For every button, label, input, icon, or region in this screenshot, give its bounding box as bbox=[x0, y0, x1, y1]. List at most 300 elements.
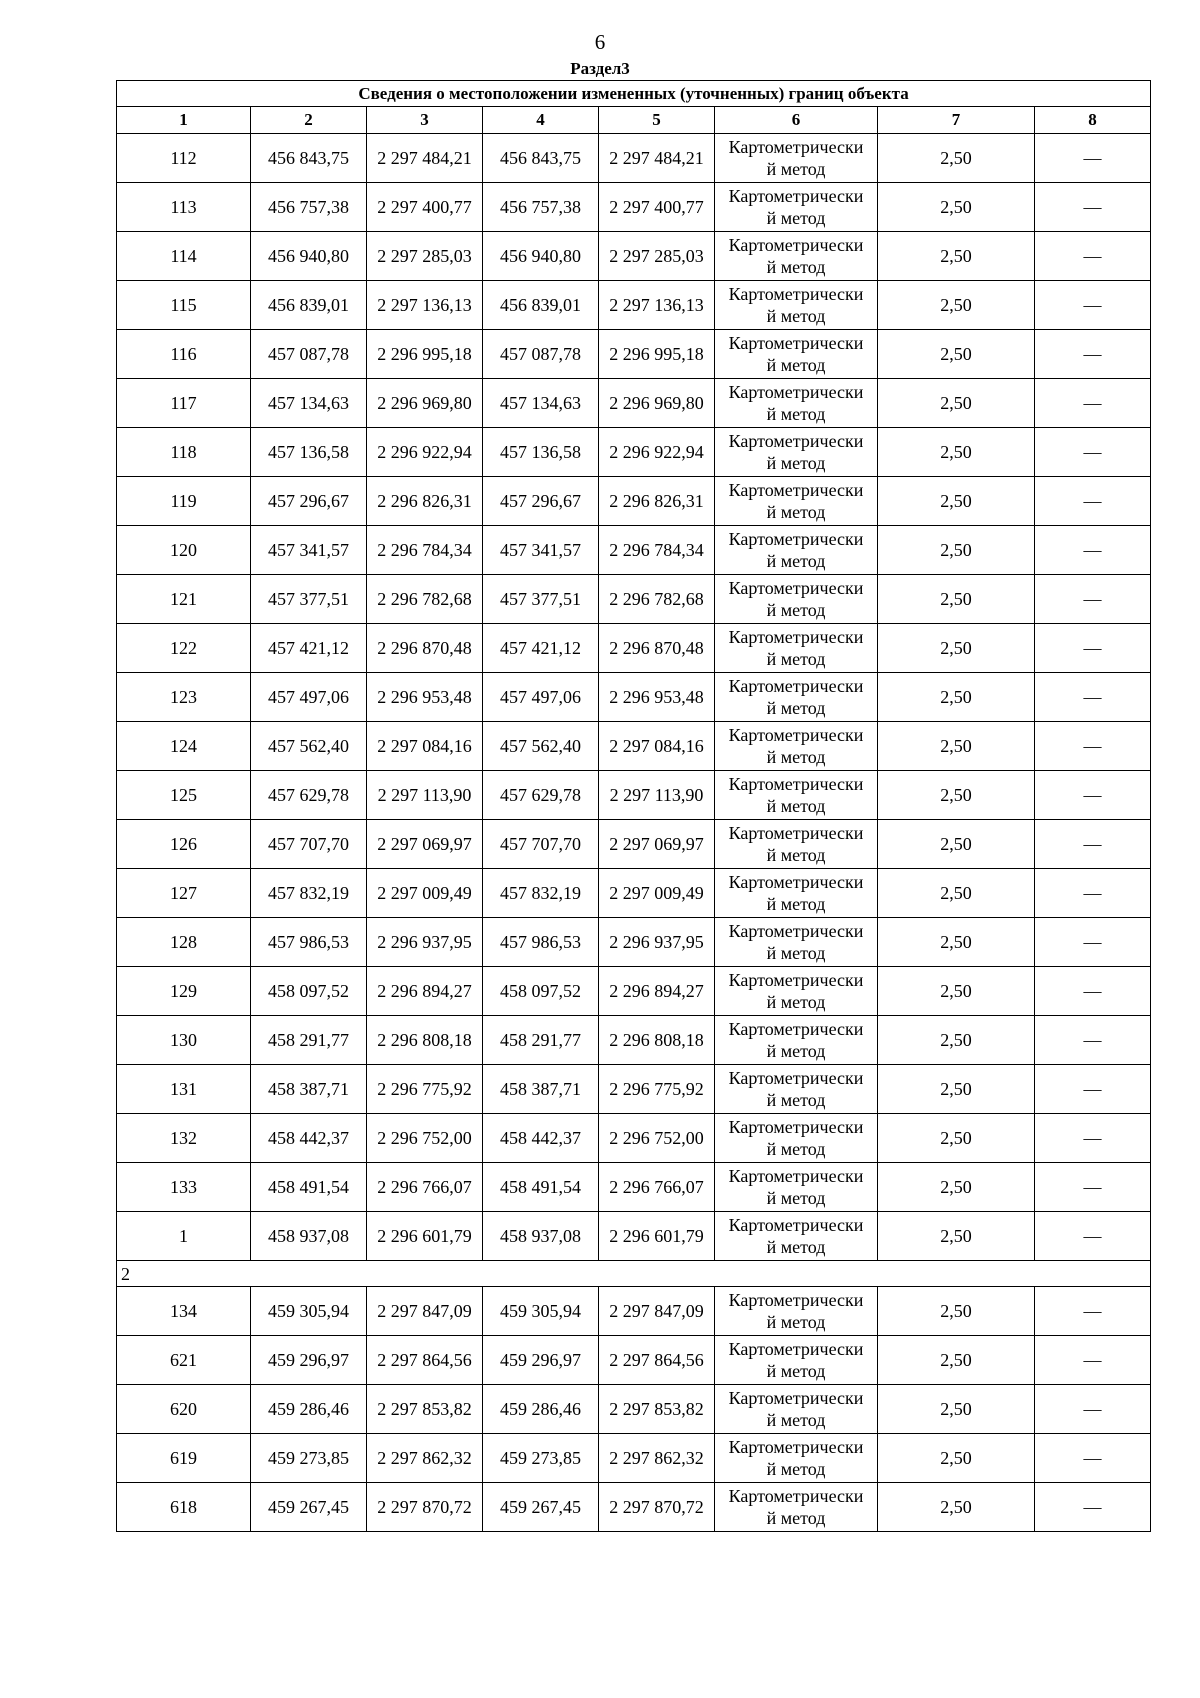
x-existing-cell: 456 843,75 bbox=[251, 134, 367, 183]
method-line-1: Картометрически bbox=[728, 970, 864, 990]
x-existing-cell: 459 296,97 bbox=[251, 1336, 367, 1385]
y-existing-cell: 2 296 752,00 bbox=[367, 1114, 483, 1163]
x-new-cell: 459 273,85 bbox=[483, 1434, 599, 1483]
y-new-cell: 2 296 784,34 bbox=[599, 526, 715, 575]
table-row bbox=[117, 477, 1151, 526]
table-row bbox=[117, 183, 1151, 232]
description-cell: — bbox=[1035, 1483, 1151, 1532]
table-row bbox=[117, 1065, 1151, 1114]
method-cell bbox=[715, 1065, 878, 1114]
method-cell bbox=[715, 624, 878, 673]
method-line-1: Картометрически bbox=[728, 1437, 864, 1457]
x-new-cell: 457 087,78 bbox=[483, 330, 599, 379]
y-existing-cell: 2 296 894,27 bbox=[367, 967, 483, 1016]
method-line-2: й метод bbox=[766, 502, 826, 522]
accuracy-cell: 2,50 bbox=[878, 1212, 1035, 1261]
method-cell bbox=[715, 1287, 878, 1336]
x-new-cell: 457 707,70 bbox=[483, 820, 599, 869]
description-cell: — bbox=[1035, 575, 1151, 624]
method-line-2: й метод bbox=[766, 1139, 826, 1159]
point-number-cell: 134 bbox=[117, 1287, 251, 1336]
y-existing-cell: 2 297 285,03 bbox=[367, 232, 483, 281]
table-row bbox=[117, 1336, 1151, 1385]
y-existing-cell: 2 297 870,72 bbox=[367, 1483, 483, 1532]
table-row bbox=[117, 722, 1151, 771]
method-line-2: й метод bbox=[766, 551, 826, 571]
table-row bbox=[117, 575, 1151, 624]
y-new-cell: 2 297 113,90 bbox=[599, 771, 715, 820]
accuracy-cell: 2,50 bbox=[878, 918, 1035, 967]
point-number-cell: 131 bbox=[117, 1065, 251, 1114]
method-cell bbox=[715, 428, 878, 477]
x-new-cell: 459 305,94 bbox=[483, 1287, 599, 1336]
point-number-cell: 116 bbox=[117, 330, 251, 379]
method-line-1: Картометрически bbox=[728, 186, 864, 206]
accuracy-cell: 2,50 bbox=[878, 1163, 1035, 1212]
y-new-cell: 2 296 953,48 bbox=[599, 673, 715, 722]
method-cell bbox=[715, 575, 878, 624]
y-existing-cell: 2 296 995,18 bbox=[367, 330, 483, 379]
x-existing-cell: 457 497,06 bbox=[251, 673, 367, 722]
description-cell: — bbox=[1035, 330, 1151, 379]
table-row bbox=[117, 1434, 1151, 1483]
description-cell: — bbox=[1035, 281, 1151, 330]
method-line-1: Картометрически bbox=[728, 137, 864, 157]
method-line-1: Картометрически bbox=[728, 480, 864, 500]
y-new-cell: 2 296 808,18 bbox=[599, 1016, 715, 1065]
method-cell bbox=[715, 967, 878, 1016]
y-new-cell: 2 296 782,68 bbox=[599, 575, 715, 624]
x-new-cell: 456 839,01 bbox=[483, 281, 599, 330]
x-existing-cell: 456 757,38 bbox=[251, 183, 367, 232]
method-cell bbox=[715, 526, 878, 575]
table-row bbox=[117, 1385, 1151, 1434]
y-new-cell: 2 297 285,03 bbox=[599, 232, 715, 281]
table-row bbox=[117, 967, 1151, 1016]
method-cell bbox=[715, 1016, 878, 1065]
table-caption: Сведения о местоположении измененных (уточненных) границ объекта bbox=[117, 81, 1151, 107]
description-cell: — bbox=[1035, 1016, 1151, 1065]
y-existing-cell: 2 297 853,82 bbox=[367, 1385, 483, 1434]
method-line-1: Картометрически bbox=[728, 1019, 864, 1039]
accuracy-cell: 2,50 bbox=[878, 330, 1035, 379]
method-cell bbox=[715, 330, 878, 379]
accuracy-cell: 2,50 bbox=[878, 575, 1035, 624]
y-existing-cell: 2 297 862,32 bbox=[367, 1434, 483, 1483]
method-cell bbox=[715, 477, 878, 526]
accuracy-cell: 2,50 bbox=[878, 1434, 1035, 1483]
description-cell: — bbox=[1035, 526, 1151, 575]
method-line-1: Картометрически bbox=[728, 627, 864, 647]
method-line-2: й метод bbox=[766, 600, 826, 620]
point-number-cell: 114 bbox=[117, 232, 251, 281]
description-cell: — bbox=[1035, 1287, 1151, 1336]
point-number-cell: 620 bbox=[117, 1385, 251, 1434]
x-existing-cell: 458 291,77 bbox=[251, 1016, 367, 1065]
x-new-cell: 458 491,54 bbox=[483, 1163, 599, 1212]
point-number-cell: 125 bbox=[117, 771, 251, 820]
y-new-cell: 2 297 862,32 bbox=[599, 1434, 715, 1483]
accuracy-cell: 2,50 bbox=[878, 1483, 1035, 1532]
method-line-1: Картометрически bbox=[728, 333, 864, 353]
x-new-cell: 458 442,37 bbox=[483, 1114, 599, 1163]
description-cell: — bbox=[1035, 1212, 1151, 1261]
y-new-cell: 2 297 853,82 bbox=[599, 1385, 715, 1434]
y-new-cell: 2 296 766,07 bbox=[599, 1163, 715, 1212]
x-new-cell: 457 832,19 bbox=[483, 869, 599, 918]
method-line-1: Картометрически bbox=[728, 1339, 864, 1359]
method-cell bbox=[715, 722, 878, 771]
method-cell bbox=[715, 232, 878, 281]
description-cell: — bbox=[1035, 428, 1151, 477]
table-row bbox=[117, 1287, 1151, 1336]
x-new-cell: 457 986,53 bbox=[483, 918, 599, 967]
y-existing-cell: 2 297 084,16 bbox=[367, 722, 483, 771]
point-number-cell: 122 bbox=[117, 624, 251, 673]
description-cell: — bbox=[1035, 673, 1151, 722]
table-row bbox=[117, 134, 1151, 183]
description-cell: — bbox=[1035, 134, 1151, 183]
description-cell: — bbox=[1035, 918, 1151, 967]
x-new-cell: 459 296,97 bbox=[483, 1336, 599, 1385]
x-new-cell: 457 296,67 bbox=[483, 477, 599, 526]
method-line-1: Картометрически bbox=[728, 921, 864, 941]
y-new-cell: 2 297 864,56 bbox=[599, 1336, 715, 1385]
point-number-cell: 618 bbox=[117, 1483, 251, 1532]
point-number-cell: 113 bbox=[117, 183, 251, 232]
method-line-1: Картометрически bbox=[728, 284, 864, 304]
method-line-1: Картометрически bbox=[728, 1388, 864, 1408]
y-new-cell: 2 296 601,79 bbox=[599, 1212, 715, 1261]
method-line-2: й метод bbox=[766, 1312, 826, 1332]
x-new-cell: 457 562,40 bbox=[483, 722, 599, 771]
x-existing-cell: 456 839,01 bbox=[251, 281, 367, 330]
y-new-cell: 2 296 775,92 bbox=[599, 1065, 715, 1114]
x-existing-cell: 457 707,70 bbox=[251, 820, 367, 869]
table-row bbox=[117, 771, 1151, 820]
y-new-cell: 2 296 937,95 bbox=[599, 918, 715, 967]
description-cell: — bbox=[1035, 820, 1151, 869]
point-number-cell: 121 bbox=[117, 575, 251, 624]
method-line-2: й метод bbox=[766, 1090, 826, 1110]
x-new-cell: 456 940,80 bbox=[483, 232, 599, 281]
table-row bbox=[117, 673, 1151, 722]
y-existing-cell: 2 296 870,48 bbox=[367, 624, 483, 673]
method-line-2: й метод bbox=[766, 1237, 826, 1257]
method-line-1: Картометрически bbox=[728, 1117, 864, 1137]
method-line-2: й метод bbox=[766, 1041, 826, 1061]
y-existing-cell: 2 296 953,48 bbox=[367, 673, 483, 722]
y-new-cell: 2 296 969,80 bbox=[599, 379, 715, 428]
y-new-cell: 2 297 870,72 bbox=[599, 1483, 715, 1532]
x-existing-cell: 457 341,57 bbox=[251, 526, 367, 575]
method-cell bbox=[715, 1114, 878, 1163]
method-cell bbox=[715, 918, 878, 967]
table-row bbox=[117, 624, 1151, 673]
y-new-cell: 2 297 069,97 bbox=[599, 820, 715, 869]
method-line-1: Картометрически bbox=[728, 676, 864, 696]
x-existing-cell: 458 937,08 bbox=[251, 1212, 367, 1261]
accuracy-cell: 2,50 bbox=[878, 183, 1035, 232]
point-number-cell: 117 bbox=[117, 379, 251, 428]
page-number: 6 bbox=[594, 30, 606, 54]
y-existing-cell: 2 296 775,92 bbox=[367, 1065, 483, 1114]
point-number-cell: 619 bbox=[117, 1434, 251, 1483]
point-number-cell: 119 bbox=[117, 477, 251, 526]
point-number-cell: 132 bbox=[117, 1114, 251, 1163]
accuracy-cell: 2,50 bbox=[878, 869, 1035, 918]
method-line-1: Картометрически bbox=[728, 529, 864, 549]
table-row bbox=[117, 232, 1151, 281]
point-number-cell: 115 bbox=[117, 281, 251, 330]
x-existing-cell: 459 267,45 bbox=[251, 1483, 367, 1532]
x-existing-cell: 457 629,78 bbox=[251, 771, 367, 820]
x-existing-cell: 457 421,12 bbox=[251, 624, 367, 673]
method-line-1: Картометрически bbox=[728, 872, 864, 892]
method-line-2: й метод bbox=[766, 747, 826, 767]
column-number: 8 bbox=[1035, 107, 1151, 134]
table-row bbox=[117, 1016, 1151, 1065]
column-number: 5 bbox=[599, 107, 715, 134]
table-row bbox=[117, 1163, 1151, 1212]
section-title: Раздел3 bbox=[570, 59, 630, 78]
method-line-1: Картометрически bbox=[728, 1215, 864, 1235]
accuracy-cell: 2,50 bbox=[878, 771, 1035, 820]
method-line-2: й метод bbox=[766, 845, 826, 865]
accuracy-cell: 2,50 bbox=[878, 673, 1035, 722]
point-number-cell: 129 bbox=[117, 967, 251, 1016]
accuracy-cell: 2,50 bbox=[878, 1385, 1035, 1434]
description-cell: — bbox=[1035, 1434, 1151, 1483]
x-new-cell: 457 136,58 bbox=[483, 428, 599, 477]
method-cell bbox=[715, 869, 878, 918]
description-cell: — bbox=[1035, 379, 1151, 428]
point-number-cell: 112 bbox=[117, 134, 251, 183]
method-line-2: й метод bbox=[766, 208, 826, 228]
method-line-2: й метод bbox=[766, 306, 826, 326]
column-number-row bbox=[117, 107, 1151, 134]
y-existing-cell: 2 297 847,09 bbox=[367, 1287, 483, 1336]
x-existing-cell: 457 562,40 bbox=[251, 722, 367, 771]
x-existing-cell: 458 491,54 bbox=[251, 1163, 367, 1212]
accuracy-cell: 2,50 bbox=[878, 1114, 1035, 1163]
method-line-2: й метод bbox=[766, 453, 826, 473]
y-existing-cell: 2 297 069,97 bbox=[367, 820, 483, 869]
description-cell: — bbox=[1035, 722, 1151, 771]
description-cell: — bbox=[1035, 1385, 1151, 1434]
y-new-cell: 2 296 870,48 bbox=[599, 624, 715, 673]
x-existing-cell: 458 097,52 bbox=[251, 967, 367, 1016]
x-new-cell: 456 757,38 bbox=[483, 183, 599, 232]
method-line-2: й метод bbox=[766, 1459, 826, 1479]
x-existing-cell: 459 305,94 bbox=[251, 1287, 367, 1336]
column-number: 3 bbox=[367, 107, 483, 134]
y-new-cell: 2 297 484,21 bbox=[599, 134, 715, 183]
table-row bbox=[117, 869, 1151, 918]
point-number-cell: 1 bbox=[117, 1212, 251, 1261]
table-row bbox=[117, 330, 1151, 379]
table-row bbox=[117, 526, 1151, 575]
point-number-cell: 621 bbox=[117, 1336, 251, 1385]
description-cell: — bbox=[1035, 183, 1151, 232]
x-new-cell: 457 377,51 bbox=[483, 575, 599, 624]
method-cell bbox=[715, 134, 878, 183]
x-new-cell: 457 497,06 bbox=[483, 673, 599, 722]
table-row bbox=[117, 1114, 1151, 1163]
x-existing-cell: 457 377,51 bbox=[251, 575, 367, 624]
accuracy-cell: 2,50 bbox=[878, 232, 1035, 281]
method-cell bbox=[715, 771, 878, 820]
y-new-cell: 2 296 995,18 bbox=[599, 330, 715, 379]
description-cell: — bbox=[1035, 1065, 1151, 1114]
y-existing-cell: 2 296 784,34 bbox=[367, 526, 483, 575]
y-new-cell: 2 297 084,16 bbox=[599, 722, 715, 771]
method-cell bbox=[715, 379, 878, 428]
column-number: 1 bbox=[117, 107, 251, 134]
method-line-1: Картометрически bbox=[728, 1068, 864, 1088]
method-line-1: Картометрически bbox=[728, 382, 864, 402]
column-number: 4 bbox=[483, 107, 599, 134]
x-existing-cell: 457 832,19 bbox=[251, 869, 367, 918]
method-line-2: й метод bbox=[766, 1508, 826, 1528]
description-cell: — bbox=[1035, 1163, 1151, 1212]
point-number-cell: 118 bbox=[117, 428, 251, 477]
x-new-cell: 457 134,63 bbox=[483, 379, 599, 428]
x-existing-cell: 458 442,37 bbox=[251, 1114, 367, 1163]
description-cell: — bbox=[1035, 967, 1151, 1016]
y-existing-cell: 2 296 808,18 bbox=[367, 1016, 483, 1065]
method-line-1: Картометрически bbox=[728, 578, 864, 598]
method-line-2: й метод bbox=[766, 649, 826, 669]
table-row bbox=[117, 820, 1151, 869]
method-line-2: й метод bbox=[766, 355, 826, 375]
x-existing-cell: 457 296,67 bbox=[251, 477, 367, 526]
description-cell: — bbox=[1035, 477, 1151, 526]
contour-group-row bbox=[117, 1261, 1151, 1287]
table-row bbox=[117, 918, 1151, 967]
method-line-2: й метод bbox=[766, 894, 826, 914]
x-existing-cell: 459 273,85 bbox=[251, 1434, 367, 1483]
point-number-cell: 124 bbox=[117, 722, 251, 771]
y-new-cell: 2 296 894,27 bbox=[599, 967, 715, 1016]
accuracy-cell: 2,50 bbox=[878, 281, 1035, 330]
table-row bbox=[117, 1483, 1151, 1532]
accuracy-cell: 2,50 bbox=[878, 428, 1035, 477]
method-line-2: й метод bbox=[766, 159, 826, 179]
accuracy-cell: 2,50 bbox=[878, 624, 1035, 673]
method-line-1: Картометрически bbox=[728, 774, 864, 794]
y-existing-cell: 2 297 864,56 bbox=[367, 1336, 483, 1385]
x-new-cell: 459 267,45 bbox=[483, 1483, 599, 1532]
method-line-2: й метод bbox=[766, 943, 826, 963]
y-existing-cell: 2 296 601,79 bbox=[367, 1212, 483, 1261]
point-number-cell: 127 bbox=[117, 869, 251, 918]
x-existing-cell: 457 087,78 bbox=[251, 330, 367, 379]
x-new-cell: 458 937,08 bbox=[483, 1212, 599, 1261]
x-new-cell: 459 286,46 bbox=[483, 1385, 599, 1434]
point-number-cell: 133 bbox=[117, 1163, 251, 1212]
method-line-2: й метод bbox=[766, 257, 826, 277]
x-existing-cell: 456 940,80 bbox=[251, 232, 367, 281]
x-new-cell: 458 097,52 bbox=[483, 967, 599, 1016]
x-new-cell: 458 387,71 bbox=[483, 1065, 599, 1114]
y-new-cell: 2 296 922,94 bbox=[599, 428, 715, 477]
method-line-1: Картометрически bbox=[728, 235, 864, 255]
boundary-coordinates-table bbox=[116, 80, 1151, 1532]
x-existing-cell: 459 286,46 bbox=[251, 1385, 367, 1434]
y-existing-cell: 2 297 136,13 bbox=[367, 281, 483, 330]
y-new-cell: 2 297 136,13 bbox=[599, 281, 715, 330]
method-line-1: Картометрически bbox=[728, 1486, 864, 1506]
method-line-1: Картометрически bbox=[728, 823, 864, 843]
method-cell bbox=[715, 1163, 878, 1212]
point-number-cell: 128 bbox=[117, 918, 251, 967]
method-line-2: й метод bbox=[766, 796, 826, 816]
method-cell bbox=[715, 183, 878, 232]
method-line-1: Картометрически bbox=[728, 431, 864, 451]
y-new-cell: 2 297 847,09 bbox=[599, 1287, 715, 1336]
accuracy-cell: 2,50 bbox=[878, 722, 1035, 771]
y-existing-cell: 2 296 969,80 bbox=[367, 379, 483, 428]
accuracy-cell: 2,50 bbox=[878, 134, 1035, 183]
accuracy-cell: 2,50 bbox=[878, 526, 1035, 575]
method-cell bbox=[715, 281, 878, 330]
description-cell: — bbox=[1035, 771, 1151, 820]
method-line-2: й метод bbox=[766, 698, 826, 718]
x-new-cell: 457 629,78 bbox=[483, 771, 599, 820]
table-caption-row bbox=[117, 81, 1151, 107]
table-row bbox=[117, 281, 1151, 330]
method-cell bbox=[715, 1385, 878, 1434]
column-number: 2 bbox=[251, 107, 367, 134]
table-row bbox=[117, 379, 1151, 428]
accuracy-cell: 2,50 bbox=[878, 1016, 1035, 1065]
point-number-cell: 130 bbox=[117, 1016, 251, 1065]
x-new-cell: 457 341,57 bbox=[483, 526, 599, 575]
accuracy-cell: 2,50 bbox=[878, 967, 1035, 1016]
accuracy-cell: 2,50 bbox=[878, 477, 1035, 526]
method-line-2: й метод bbox=[766, 1410, 826, 1430]
x-existing-cell: 457 986,53 bbox=[251, 918, 367, 967]
y-new-cell: 2 296 752,00 bbox=[599, 1114, 715, 1163]
table-body bbox=[117, 81, 1151, 1532]
x-existing-cell: 458 387,71 bbox=[251, 1065, 367, 1114]
point-number-cell: 126 bbox=[117, 820, 251, 869]
method-cell bbox=[715, 1434, 878, 1483]
accuracy-cell: 2,50 bbox=[878, 379, 1035, 428]
table-row bbox=[117, 1212, 1151, 1261]
x-existing-cell: 457 136,58 bbox=[251, 428, 367, 477]
method-cell bbox=[715, 820, 878, 869]
accuracy-cell: 2,50 bbox=[878, 1065, 1035, 1114]
y-new-cell: 2 297 009,49 bbox=[599, 869, 715, 918]
method-line-2: й метод bbox=[766, 992, 826, 1012]
method-cell bbox=[715, 1336, 878, 1385]
method-cell bbox=[715, 1212, 878, 1261]
description-cell: — bbox=[1035, 869, 1151, 918]
accuracy-cell: 2,50 bbox=[878, 1287, 1035, 1336]
y-new-cell: 2 296 826,31 bbox=[599, 477, 715, 526]
x-new-cell: 456 843,75 bbox=[483, 134, 599, 183]
y-existing-cell: 2 296 782,68 bbox=[367, 575, 483, 624]
x-existing-cell: 457 134,63 bbox=[251, 379, 367, 428]
method-line-2: й метод bbox=[766, 1188, 826, 1208]
method-cell bbox=[715, 673, 878, 722]
method-line-1: Картометрически bbox=[728, 725, 864, 745]
method-line-2: й метод bbox=[766, 404, 826, 424]
column-number: 6 bbox=[715, 107, 878, 134]
point-number-cell: 120 bbox=[117, 526, 251, 575]
